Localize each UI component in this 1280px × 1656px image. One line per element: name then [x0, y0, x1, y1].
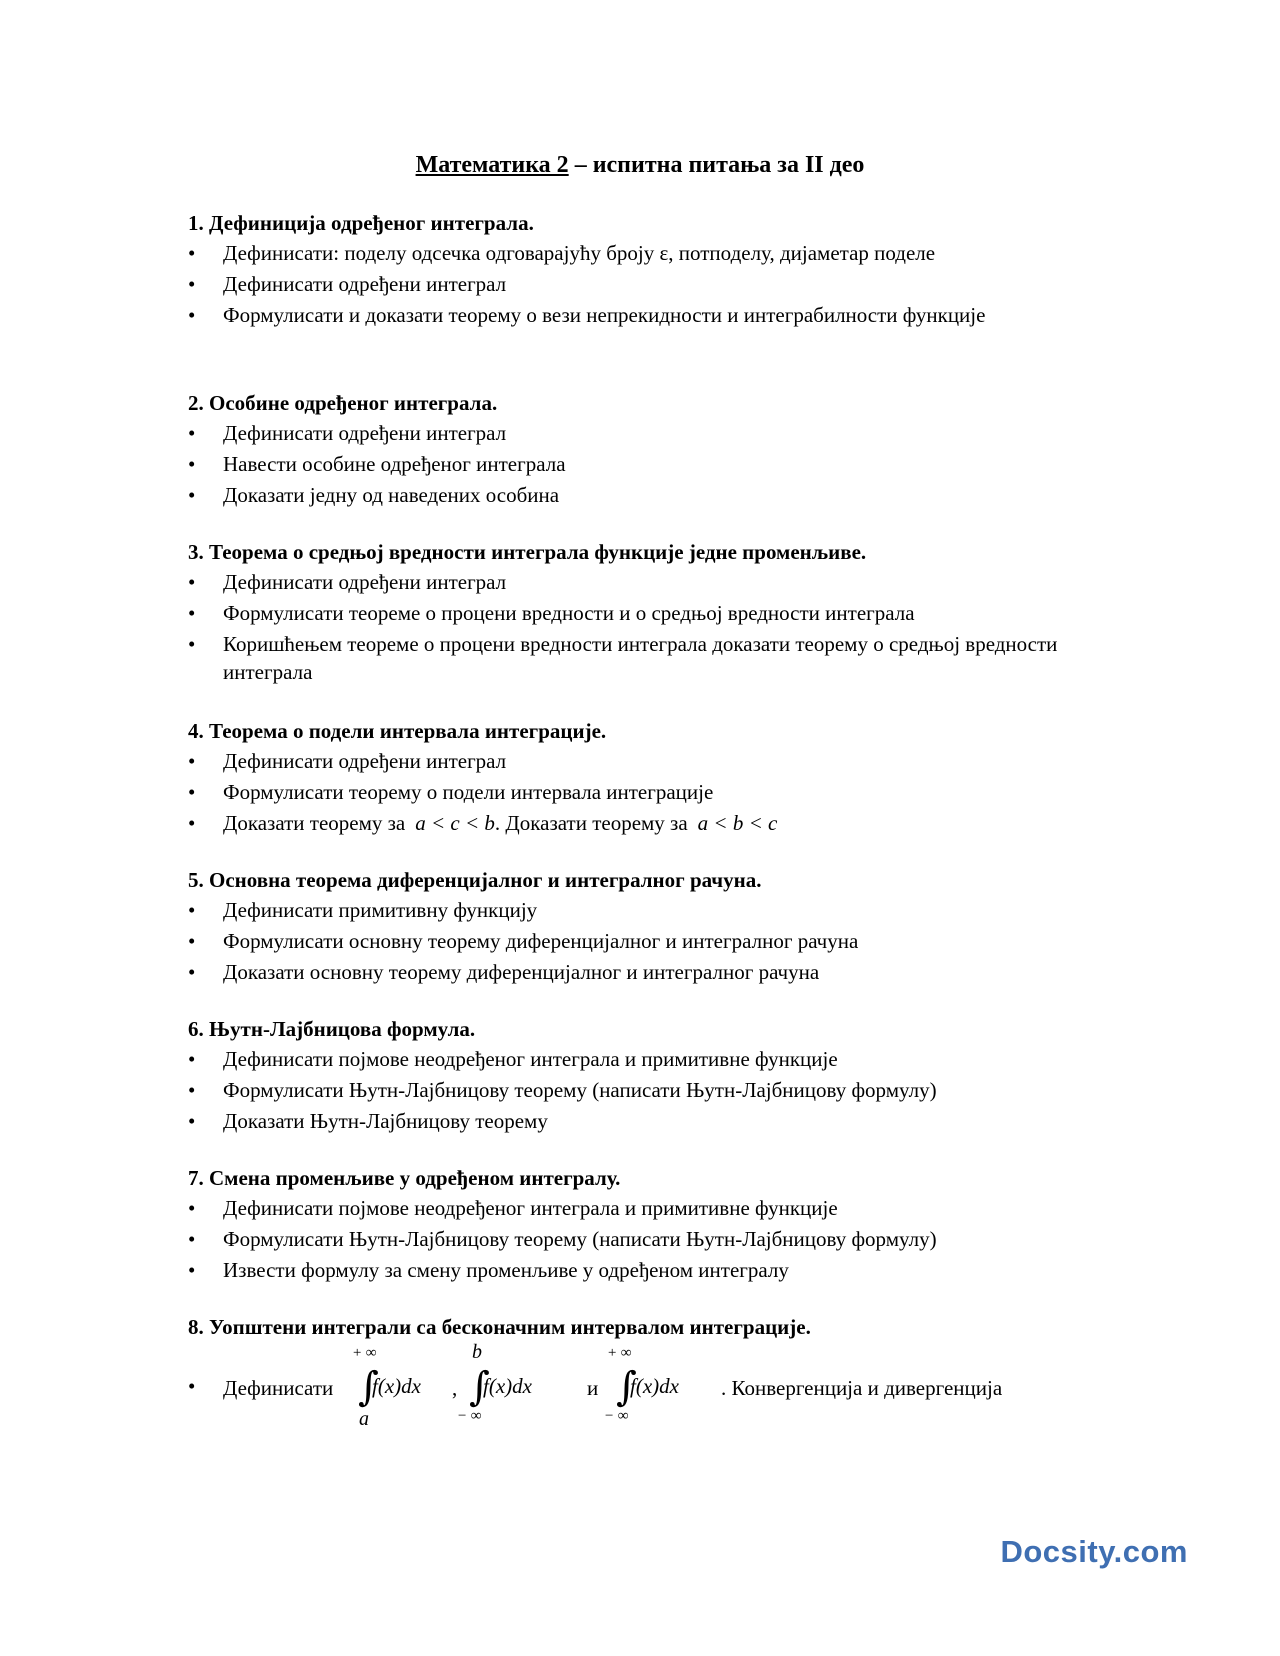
separator-and: и: [587, 1376, 599, 1400]
list-item: • Формулисати и доказати теорему о вези непрекидности и интеграбилности функције: [188, 301, 1088, 329]
question-3: [188, 538, 1088, 689]
question-heading: 8. Уопштени интеграли са бесконачним интервалом интеграције.: [188, 1315, 811, 1339]
watermark-logo: Docsity.com: [1000, 1534, 1188, 1569]
question-5: [188, 866, 1088, 989]
lower-limit: − ∞: [457, 1408, 482, 1424]
list-item: • Доказати једну од наведених особина: [188, 481, 1088, 509]
upper-limit: + ∞: [352, 1345, 377, 1361]
integrand: f(x)dx: [630, 1374, 679, 1398]
list-item: • Доказати Њутн-Лајбницову теорему: [188, 1107, 1088, 1135]
list-item: • Формулисати теорему о подели интервала интеграције: [188, 778, 1088, 806]
bullet: •: [188, 1374, 196, 1398]
lower-limit: − ∞: [604, 1408, 629, 1424]
list-item: • Дефинисати примитивну функцију: [188, 896, 1088, 924]
convergence-text: . Конвергенција и дивергенција: [721, 1376, 1003, 1400]
inequality-2: a < b < c: [697, 811, 778, 835]
list-item: • Дефинисати: поделу одсечка одговарајућу броју ε, потподелу, дијаметар поделе: [188, 239, 1088, 267]
list-item: • Извести формулу за смену променљиве у одређеном интегралу: [188, 1256, 1088, 1284]
question-6: [188, 1015, 1088, 1138]
inequality-1: a < c < b: [415, 811, 495, 835]
list-item: • Формулисати Њутн-Лајбницову теорему (написати Њутн-Лајбницову формулу): [188, 1076, 1088, 1104]
integrand: f(x)dx: [372, 1374, 421, 1398]
list-item: • Дефинисати одређени интеграл: [188, 419, 1088, 447]
list-item: • Дефинисати одређени интеграл: [188, 747, 1088, 775]
list-item: • Дефинисати појмове неодређеног интеграла и примитивне функције: [188, 1045, 1088, 1073]
question-8: [188, 1313, 1088, 1433]
question-2: [188, 389, 1088, 512]
prove-prefix: Доказати теорему за: [223, 811, 406, 835]
list-item-improper-integrals: [188, 1343, 1088, 1433]
list-item: • Дефинисати одређени интеграл: [188, 568, 1088, 596]
question-heading: 5. Основна теорема диференцијалног и интегралног рачуна.: [188, 868, 762, 892]
upper-limit: + ∞: [607, 1345, 632, 1361]
question-heading: 3. Теорема о средњој вредности интеграла функције једне променљиве.: [188, 540, 867, 564]
list-item: • Формулисати теореме о процени вредности и о средњој вредности интеграла: [188, 599, 1088, 627]
define-label: Дефинисати: [223, 1376, 334, 1400]
integrand: f(x)dx: [483, 1374, 532, 1398]
page-title: [0, 150, 1280, 180]
question-1: [188, 209, 1088, 332]
list-item: • Дефинисати одређени интеграл: [188, 270, 1088, 298]
question-heading: 2. Особине одређеног интеграла.: [188, 391, 498, 415]
integral-sign-icon: ∫: [469, 1364, 490, 1410]
list-item: • Доказати основну теорему диференцијалног и интегралног рачуна: [188, 958, 1088, 986]
list-item-prove-cases: [188, 809, 1088, 837]
prove-middle: . Доказати теорему за: [494, 811, 688, 835]
question-7: [188, 1164, 1088, 1287]
integral-sign-icon: ∫: [616, 1364, 637, 1410]
question-heading: 4. Теорема о подели интервала интеграције.: [188, 719, 607, 743]
question-heading: 1. Дефиниција одређеног интеграла.: [188, 211, 534, 235]
title-subject: Математика 2: [415, 152, 569, 178]
list-item: • Формулисати Њутн-Лајбницову теорему (написати Њутн-Лајбницову формулу): [188, 1225, 1088, 1253]
list-item: • Дефинисати појмове неодређеног интеграла и примитивне функције: [188, 1194, 1088, 1222]
question-4: [188, 717, 1088, 840]
integral-sign-icon: ∫: [358, 1364, 379, 1410]
question-heading: 6. Њутн-Лајбницова формула.: [188, 1017, 476, 1041]
separator-comma: ,: [452, 1376, 458, 1400]
upper-limit: b: [472, 1341, 482, 1363]
lower-limit: a: [359, 1408, 369, 1430]
title-rest: – испитна питања за II део: [568, 152, 865, 178]
list-item: • Навести особине одређеног интеграла: [188, 450, 1088, 478]
question-heading: 7. Смена променљиве у одређеном интегралу.: [188, 1166, 621, 1190]
list-item: • Формулисати основну теорему диференцијалног и интегралног рачуна: [188, 927, 1088, 955]
list-item: • Коришћењем теореме о процени вредности интеграла доказати теорему о средњој вредности интеграла: [188, 630, 1088, 686]
